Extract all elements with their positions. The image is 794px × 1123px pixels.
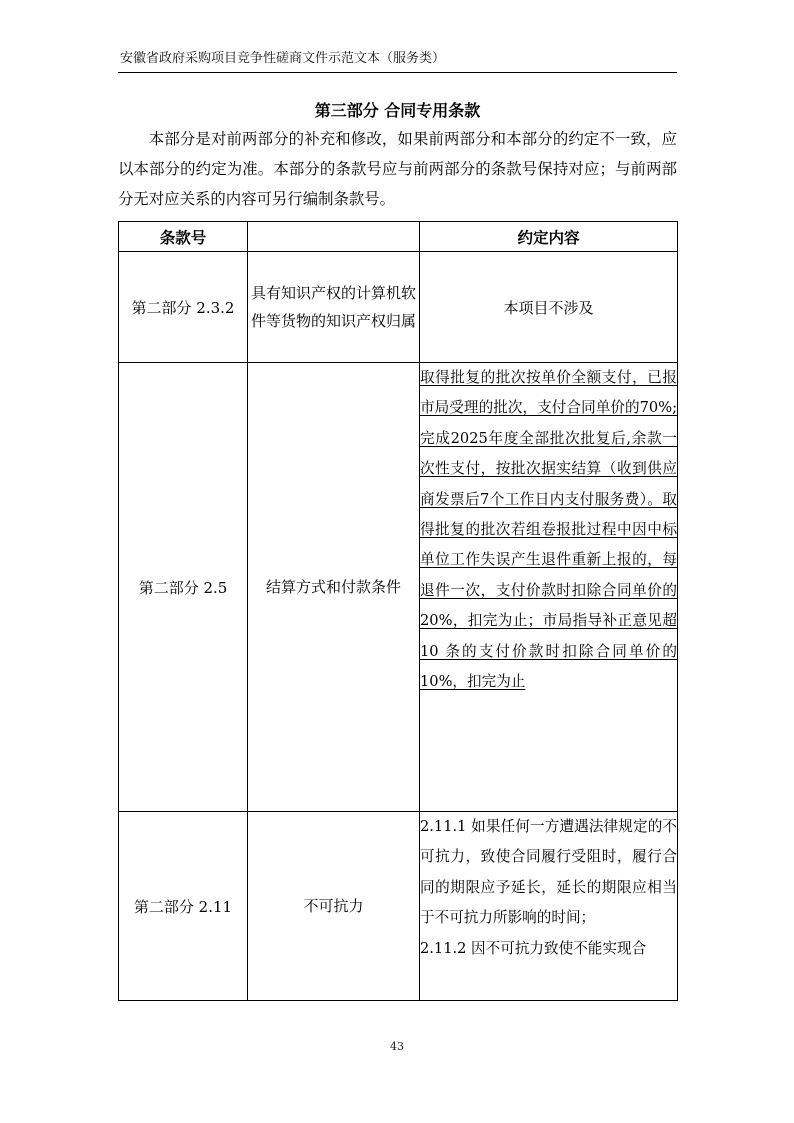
header-agreed-content: 约定内容 [420, 222, 678, 252]
header-clause-number: 条款号 [119, 222, 248, 252]
table-row [119, 363, 678, 812]
intro-paragraph: 本部分是对前两部分的补充和修改，如果前两部分和本部分的约定不一致，应以本部分的约定为准。本部分的条款号应与前两部分的条款号保持对应；与前两部分无对应关系的内容可另行编制条款号。 [118, 130, 677, 208]
header-subject [248, 222, 420, 252]
document-header: 安徽省政府采购项目竞争性磋商文件示范文本（服务类） [120, 51, 446, 66]
clause-number-cell: 第二部分 2.11 [119, 812, 248, 1001]
clause-number-cell: 第二部分 2.3.2 [119, 252, 248, 363]
table-row [119, 812, 678, 1001]
force-majeure-clause-1: 2.11.1 如果任何一方遭遇法律规定的不可抗力，致使合同履行受阻时，履行合同的期限应予延长，延长的期限应相当于不可抗力所影响的时间； [420, 818, 677, 927]
clause-subject-cell: 结算方式和付款条件 [248, 363, 420, 812]
force-majeure-clause-2: 2.11.2 因不可抗力致使不能实现合 [420, 939, 647, 957]
clause-number-cell: 第二部分 2.5 [119, 363, 248, 812]
agreed-content-cell [420, 812, 678, 1001]
agreed-content-cell [420, 363, 678, 812]
contract-clauses-table [118, 221, 678, 1001]
section-title: 第三部分 合同专用条款 [314, 101, 481, 120]
header-divider [118, 72, 677, 73]
table-row [119, 252, 678, 363]
clause-subject-cell: 具有知识产权的计算机软件等货物的知识产权归属 [248, 252, 420, 363]
payment-terms-text: 取得批复的批次按单价全额支付，已报市局受理的批次，支付合同单价的70%;完成2025年度全部批次批复后,余款一次性支付，按批次据实结算（收到供应商发票后7个工作日内支付服务费）。取得批复的批次若组卷报批过程中因中标单位工作失误产生退件重新上报的，每退件一次，支付价款时扣除合同单价的 20%，扣完为止；市局指导补正意见超 10 条的支付价款时扣除合同单价的 10%，扣完为止 [420, 369, 677, 691]
page-number: 43 [390, 1040, 404, 1053]
agreed-content-cell: 本项目不涉及 [420, 252, 678, 363]
table-header-row [119, 222, 678, 252]
clause-subject-cell: 不可抗力 [248, 812, 420, 1001]
